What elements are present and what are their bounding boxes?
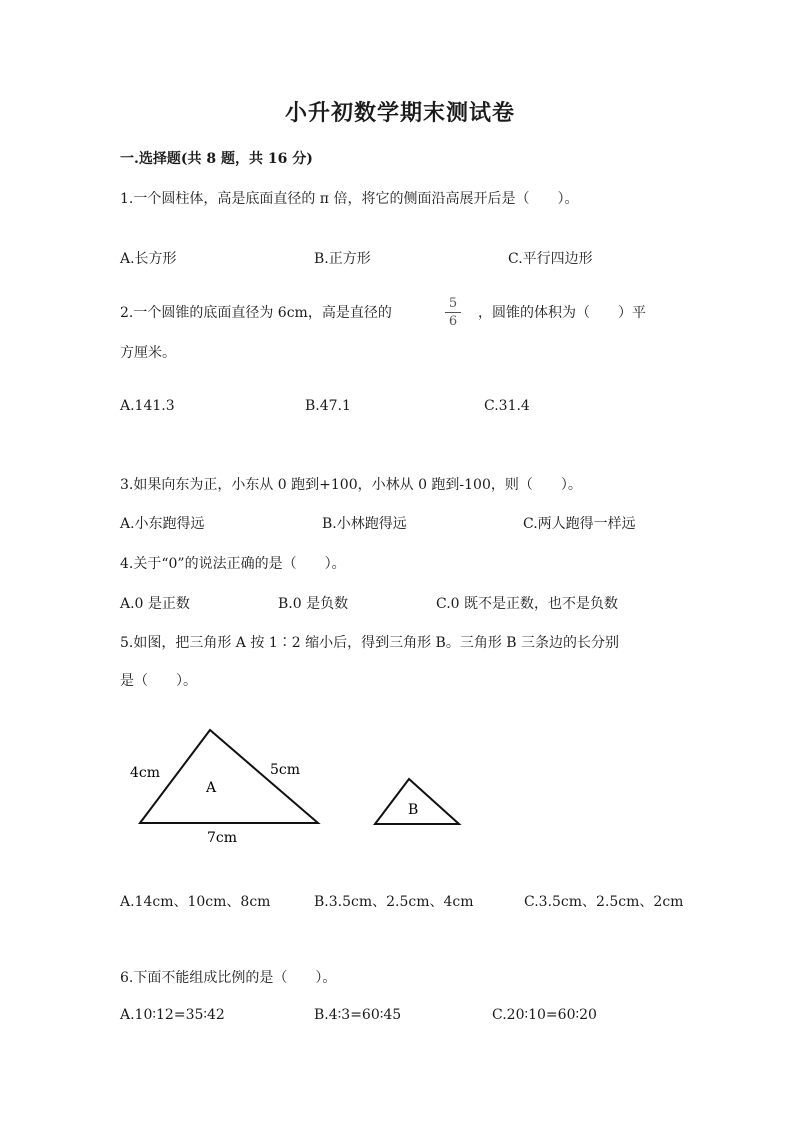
question-5-text-line2: 是（ ）。 bbox=[120, 673, 197, 689]
question-5-option-c: C.3.5cm、2.5cm、2cm bbox=[524, 894, 684, 910]
question-5-option-b: B.3.5cm、2.5cm、4cm bbox=[314, 894, 474, 910]
question-3-option-a: A.小东跑得远 bbox=[120, 516, 205, 532]
question-2-text-line2: 方厘米。 bbox=[120, 345, 176, 361]
question-1-text: 1.一个圆柱体，高是底面直径的 π 倍，将它的侧面沿高展开后是（ ）。 bbox=[120, 191, 579, 207]
triangle-a-right-side-label: 5cm bbox=[270, 762, 301, 778]
question-4-option-a: A.0 是正数 bbox=[120, 596, 190, 612]
question-2-text-continued: ，圆锥的体积为（ ）平 bbox=[478, 305, 646, 321]
question-2-option-b: B.47.1 bbox=[305, 398, 351, 414]
question-1-option-b: B.正方形 bbox=[314, 251, 371, 267]
fraction-numerator: 5 bbox=[448, 296, 458, 311]
question-6-option-c: C.20∶10=60∶20 bbox=[492, 1007, 597, 1023]
question-2-option-c: C.31.4 bbox=[484, 398, 530, 414]
triangle-a-left-side-label: 4cm bbox=[130, 765, 161, 781]
question-1-option-a: A.长方形 bbox=[120, 251, 177, 267]
question-6-option-a: A.10∶12=35∶42 bbox=[120, 1007, 225, 1023]
page-title: 小升初数学期末测试卷 bbox=[284, 100, 515, 126]
question-6-text: 6.下面不能组成比例的是（ ）。 bbox=[120, 970, 337, 986]
triangle-a-label: A bbox=[206, 780, 217, 796]
question-5-option-a: A.14cm、10cm、8cm bbox=[120, 894, 271, 910]
question-4-text: 4.关于“0”的说法正确的是（ ）。 bbox=[120, 556, 346, 572]
question-5-text: 5.如图，把三角形 A 按 1∶2 缩小后，得到三角形 B。三角形 B 三条边的长分别 bbox=[120, 635, 620, 651]
question-4-option-b: B.0 是负数 bbox=[278, 596, 349, 612]
question-3-option-c: C.两人跑得一样远 bbox=[523, 516, 636, 532]
question-2-option-a: A.141.3 bbox=[120, 398, 175, 414]
section-heading: 一.选择题(共 8 题，共 16 分) bbox=[120, 151, 313, 167]
question-3-text: 3.如果向东为正，小东从 0 跑到+100，小林从 0 跑到-100，则（ ）。 bbox=[120, 477, 582, 493]
triangle-a-bottom-side-label: 7cm bbox=[207, 830, 238, 846]
question-6-option-b: B.4∶3=60∶45 bbox=[314, 1007, 402, 1023]
question-3-option-b: B.小林跑得远 bbox=[322, 516, 407, 532]
triangle-b-label: B bbox=[408, 802, 419, 818]
question-1-option-c: C.平行四边形 bbox=[508, 251, 593, 267]
question-4-option-c: C.0 既不是正数，也不是负数 bbox=[436, 596, 619, 612]
question-2-text: 2.一个圆锥的底面直径为 6cm，高是直径的 bbox=[120, 305, 392, 321]
fraction-denominator: 6 bbox=[448, 314, 458, 329]
